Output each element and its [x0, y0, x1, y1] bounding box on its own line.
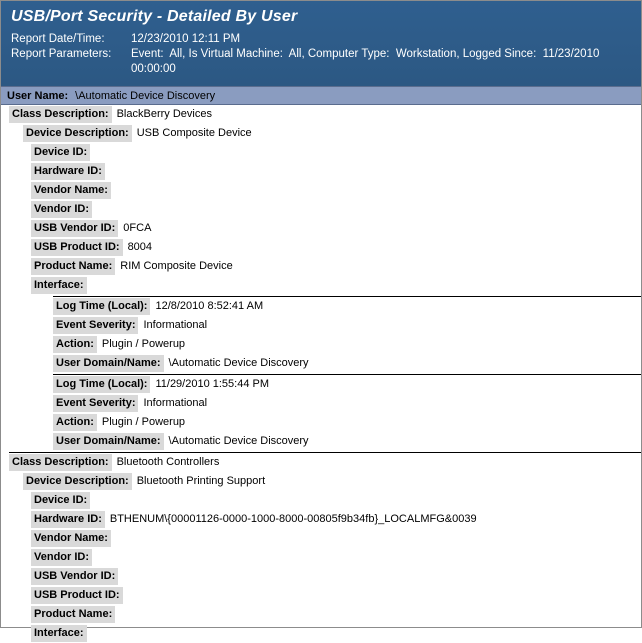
class-description-label: Class Description: — [9, 454, 112, 471]
user-domain-name-row — [1, 354, 641, 373]
log-time-row — [1, 297, 641, 316]
class-description-row — [1, 453, 641, 472]
report-parameters-label: Report Parameters: — [11, 48, 112, 60]
vendor-id-label: Vendor ID: — [31, 549, 92, 566]
device-description-value: USB Composite Device — [136, 127, 252, 139]
user-name-label: User Name: — [7, 89, 69, 102]
interface-row — [1, 624, 641, 643]
product-name-value: RIM Composite Device — [120, 260, 233, 272]
usb-product-id-row — [1, 586, 641, 605]
action-label: Action: — [53, 336, 97, 353]
vendor-name-row — [1, 529, 641, 548]
usb-vendor-id-value: 0FCA — [123, 222, 152, 234]
class-description-row — [1, 105, 641, 124]
user-domain-name-label: User Domain/Name: — [53, 433, 164, 450]
log-time-row — [1, 375, 641, 394]
report-header — [1, 1, 641, 86]
user-name-band — [1, 86, 641, 105]
event-severity-value: Informational — [143, 319, 208, 331]
device-description-row — [1, 472, 641, 491]
hardware-id-row — [1, 510, 641, 529]
vendor-name-row — [1, 181, 641, 200]
usb-vendor-id-row — [1, 567, 641, 586]
usb-product-id-value: 8004 — [127, 241, 153, 253]
class-description-value: Bluetooth Controllers — [116, 456, 220, 468]
action-value: Plugin / Powerup — [101, 416, 186, 428]
interface-row — [1, 276, 641, 295]
vendor-name-label: Vendor Name: — [31, 530, 111, 547]
class-description-label: Class Description: — [9, 106, 112, 123]
user-domain-name-value: \Automatic Device Discovery — [168, 435, 309, 447]
user-domain-name-label: User Domain/Name: — [53, 355, 164, 372]
report-datetime-label: Report Date/Time: — [11, 33, 105, 45]
usb-vendor-id-label: USB Vendor ID: — [31, 568, 118, 585]
interface-label: Interface: — [31, 277, 87, 294]
usb-vendor-id-row — [1, 219, 641, 238]
interface-label: Interface: — [31, 625, 87, 642]
page-title: USB/Port Security - Detailed By User — [11, 8, 298, 25]
log-time-value: 11/29/2010 1:55:44 PM — [155, 378, 270, 390]
event-severity-value: Informational — [143, 397, 208, 409]
log-time-value: 12/8/2010 8:52:41 AM — [155, 300, 264, 312]
product-name-row — [1, 257, 641, 276]
device-description-label: Device Description: — [23, 473, 132, 490]
product-name-label: Product Name: — [31, 258, 115, 275]
vendor-id-label: Vendor ID: — [31, 201, 92, 218]
action-row — [1, 335, 641, 354]
class-description-value: BlackBerry Devices — [116, 108, 212, 120]
product-name-label: Product Name: — [31, 606, 115, 623]
report-datetime-value: 12/23/2010 12:11 PM — [131, 33, 241, 45]
hardware-id-label: Hardware ID: — [31, 163, 105, 180]
device-description-value: Bluetooth Printing Support — [136, 475, 266, 487]
device-id-row — [1, 143, 641, 162]
hardware-id-value: BTHENUM\{00001126-0000-1000-8000-00805f9b34fb}_LOCALMFG&0039 — [109, 513, 477, 525]
device-id-label: Device ID: — [31, 492, 90, 509]
usb-product-id-label: USB Product ID: — [31, 239, 123, 256]
report-parameters-row — [11, 47, 631, 77]
device-description-row — [1, 124, 641, 143]
log-time-label: Log Time (Local): — [53, 376, 150, 393]
report-parameters-value: Event: All, Is Virtual Machine: All, Computer Type: Workstation, Logged Since: 11/23/2010 00:00:00 — [131, 48, 603, 75]
product-name-row — [1, 605, 641, 624]
device-id-label: Device ID: — [31, 144, 90, 161]
event-severity-row — [1, 316, 641, 335]
action-label: Action: — [53, 414, 97, 431]
hardware-id-row — [1, 162, 641, 181]
usb-product-id-row — [1, 238, 641, 257]
usb-vendor-id-label: USB Vendor ID: — [31, 220, 118, 237]
event-severity-row — [1, 394, 641, 413]
hardware-id-label: Hardware ID: — [31, 511, 105, 528]
log-time-label: Log Time (Local): — [53, 298, 150, 315]
vendor-id-row — [1, 200, 641, 219]
report-datetime-row — [11, 32, 631, 47]
device-description-label: Device Description: — [23, 125, 132, 142]
user-domain-name-row — [1, 432, 641, 451]
device-id-row — [1, 491, 641, 510]
event-severity-label: Event Severity: — [53, 395, 138, 412]
action-value: Plugin / Powerup — [101, 338, 186, 350]
vendor-id-row — [1, 548, 641, 567]
event-severity-label: Event Severity: — [53, 317, 138, 334]
action-row — [1, 413, 641, 432]
vendor-name-label: Vendor Name: — [31, 182, 111, 199]
usb-product-id-label: USB Product ID: — [31, 587, 123, 604]
user-domain-name-value: \Automatic Device Discovery — [168, 357, 309, 369]
user-name-value: \Automatic Device Discovery — [75, 89, 216, 102]
